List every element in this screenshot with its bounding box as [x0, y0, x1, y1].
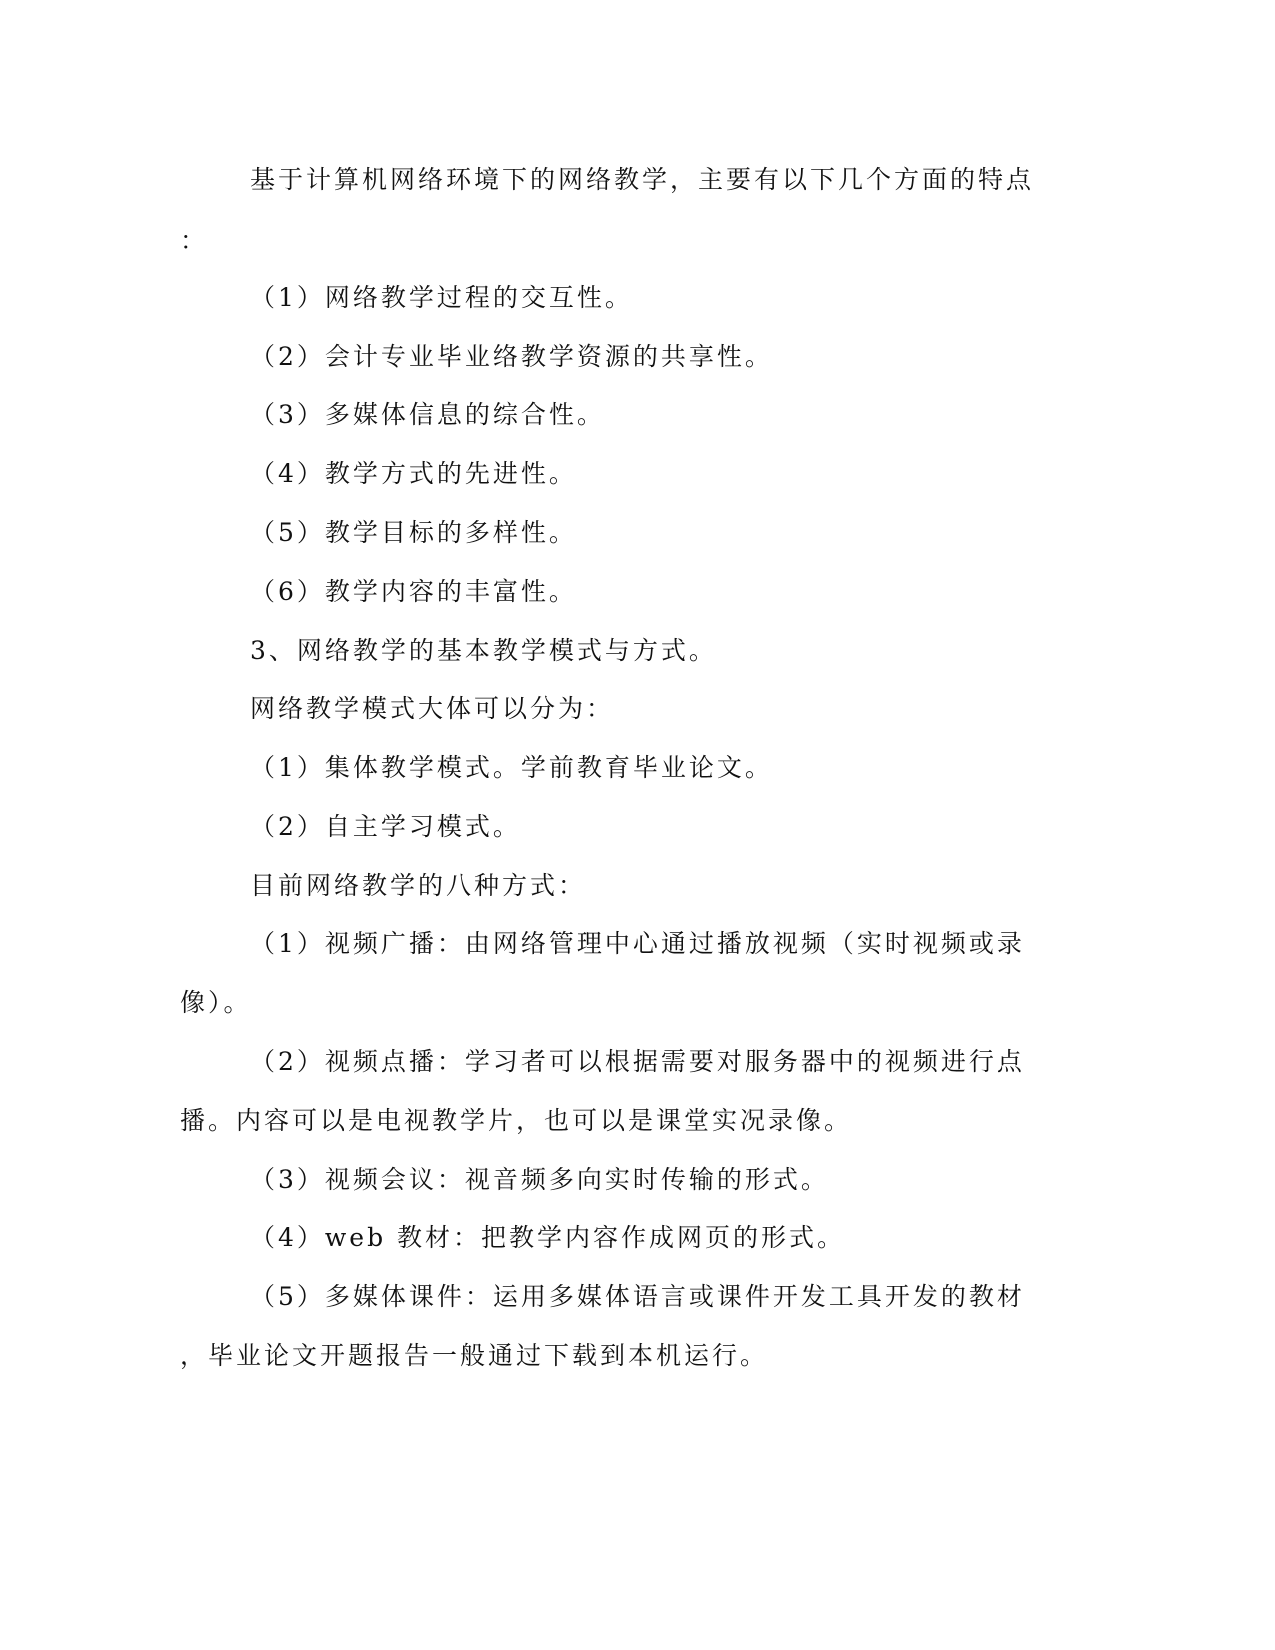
- text-line-intro-1: 基于计算机网络环境下的网络教学，主要有以下几个方面的特点: [250, 165, 1035, 194]
- text-line-modes-intro: 网络教学模式大体可以分为：: [250, 694, 615, 723]
- text-line-method-1-b: 像）。: [180, 988, 252, 1017]
- text-line-mode-1: （1）集体教学模式。学前教育毕业论文。: [250, 753, 773, 782]
- text-line-method-3: （3）视频会议：视音频多向实时传输的形式。: [250, 1165, 829, 1194]
- text-line-method-1-a: （1）视频广播：由网络管理中心通过播放视频（实时视频或录: [250, 929, 1025, 958]
- text-line-feature-4: （4）教学方式的先进性。: [250, 459, 577, 488]
- text-line-method-4: （4）web 教材：把教学内容作成网页的形式。: [250, 1223, 846, 1252]
- text-line-section-3: 3、网络教学的基本教学模式与方式。: [250, 636, 717, 665]
- text-line-methods-intro: 目前网络教学的八种方式：: [250, 871, 587, 900]
- text-line-intro-2: ：: [180, 226, 209, 255]
- text-line-feature-5: （5）教学目标的多样性。: [250, 518, 577, 547]
- text-line-feature-3: （3）多媒体信息的综合性。: [250, 400, 605, 429]
- text-line-method-2-a: （2）视频点播：学习者可以根据需要对服务器中的视频进行点: [250, 1047, 1025, 1076]
- text-line-feature-1: （1）网络教学过程的交互性。: [250, 283, 633, 312]
- text-line-feature-2: （2）会计专业毕业络教学资源的共享性。: [250, 342, 773, 371]
- text-line-mode-2: （2）自主学习模式。: [250, 812, 521, 841]
- text-line-feature-6: （6）教学内容的丰富性。: [250, 577, 577, 606]
- text-line-method-2-b: 播。内容可以是电视教学片，也可以是课堂实况录像。: [180, 1106, 853, 1135]
- text-line-method-5-a: （5）多媒体课件：运用多媒体语言或课件开发工具开发的教材: [250, 1282, 1025, 1311]
- text-line-method-5-b: ，毕业论文开题报告一般通过下载到本机运行。: [180, 1341, 769, 1370]
